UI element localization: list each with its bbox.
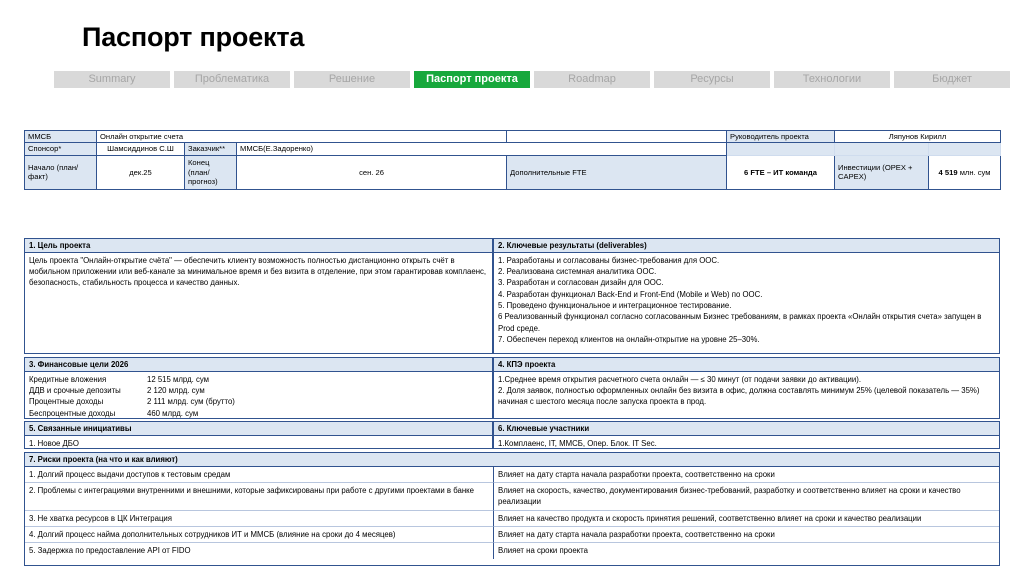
end-label: Конец (план/прогноз) — [185, 155, 237, 189]
financial-name: Кредитные вложения — [29, 374, 107, 384]
fte-label — [507, 155, 727, 189]
tab-reshenie[interactable]: Решение — [294, 71, 410, 88]
risk-impact: Влияет на качество продукта и скорость принятия решений, соответственно влияет на сроки и качество реализации — [494, 511, 999, 527]
tab-byudzhet[interactable]: Бюджет — [894, 71, 1010, 88]
deliverable-item: 4. Разработан функционал Back-End и Front-End (Mobile и Web) по ООС. — [498, 289, 763, 299]
tab-strip — [54, 71, 1010, 88]
row2-blank-3 — [929, 143, 1001, 155]
risk-impact: Влияет на сроки проекта — [498, 546, 589, 556]
financial-row — [29, 396, 488, 407]
investment-amount: 4 519 — [938, 167, 958, 177]
header-row-1 — [25, 131, 1001, 143]
tab-resursy[interactable]: Ресурсы — [654, 71, 770, 88]
section-goal-title: 1. Цель проекта — [25, 239, 492, 253]
deliverable-item: 3. Разработан и согласован дизайн для ООС. — [498, 278, 664, 288]
investment-value — [929, 155, 1001, 189]
section-risks-title: 7. Риски проекта (на что и как влияют) — [25, 453, 999, 467]
risk-description: 4. Долгий процесс найма дополнительных сотрудников ИТ и ММСБ (влияние на сроки до 4 месяцев) — [25, 527, 494, 543]
sponsor-value: Шамсиддинов С.Ш — [97, 143, 185, 155]
section-kpi-title: 4. КПЭ проекта — [494, 358, 999, 372]
risk-impact: Влияет на скорость, качество, документирования бизнес-требований, разработку и соответственно влияет на сроки и качество реализации — [494, 483, 999, 511]
header-row-3 — [25, 155, 1001, 189]
section-goal — [24, 238, 493, 354]
customer-label: Заказчик** — [185, 143, 237, 155]
sponsor-label: Спонсор* — [25, 143, 97, 155]
section-kpi-body — [494, 372, 999, 410]
customer-value: ММСБ(Е.Задоренко) — [237, 143, 727, 155]
investment-label: Инвестиции (OPEX + CAPEX) — [835, 155, 929, 189]
kpi-item: 1.Среднее время открытия расчетного счета онлайн — ≤ 30 минут (от подачи заявки до активации). — [498, 374, 862, 384]
header-row-2 — [25, 143, 1001, 155]
section-participants — [493, 421, 1000, 449]
risk-description: 5. Задержка по предоставление API от FIDO — [25, 543, 494, 558]
financial-name: ДДВ и срочные депозиты — [29, 386, 121, 396]
project-name-value: Онлайн открытие счета — [97, 131, 507, 143]
kpi-item: 2. Доля заявок, полностью оформленных онлайн без визита в офис, должна составлять минимум 25% (целевой показатель — 35%) начиная с шестого месяца после запуска проекта в прод. — [498, 386, 980, 407]
section-initiatives-title: 5. Связанные инициативы — [25, 422, 492, 436]
manager-label: Руководитель проекта — [727, 131, 835, 143]
section-kpi — [493, 357, 1000, 419]
section-deliverables-body — [494, 253, 999, 347]
risk-description: 2. Проблемы с интеграциями внутренними и внешними, которые зафиксированы при работе с другими проектами в банке — [25, 483, 494, 511]
tab-roadmap[interactable]: Roadmap — [534, 71, 650, 88]
section-initiatives-body — [25, 436, 492, 451]
participant-item: 1.Комплаенс, IT, ММСБ, Опер. Блок. IT Sec. — [498, 438, 657, 448]
unit-label: ММСБ — [25, 131, 97, 143]
financial-value: 2 111 млрд. сум (брутто) — [147, 397, 235, 407]
deliverable-item: 2. Реализована системная аналитика ООС. — [498, 267, 657, 277]
end-value: сен. 26 — [237, 155, 507, 189]
section-deliverables-title: 2. Ключевые результаты (deliverables) — [494, 239, 999, 253]
start-label: Начало (план/факт) — [25, 155, 97, 189]
section-deliverables — [493, 238, 1000, 354]
section-participants-body — [494, 436, 999, 451]
section-goal-body — [25, 253, 492, 291]
initiative-item: 1. Новое ДБО — [29, 438, 79, 448]
project-header-table — [24, 130, 1001, 190]
financial-value: 460 млрд. сум — [147, 408, 199, 418]
section-risks — [24, 452, 1000, 566]
investment-unit: млн. сум — [959, 167, 991, 177]
financial-row — [29, 374, 488, 385]
section-financial-title: 3. Финансовые цели 2026 — [25, 358, 492, 372]
row1-spacer — [507, 131, 727, 143]
financial-name: Процентные доходы — [29, 397, 104, 407]
row2-blank-1 — [727, 143, 835, 155]
manager-value: Ляпунов Кирилл — [835, 131, 1001, 143]
goal-text: Цель проекта "Онлайн-открытие счёта" — обеспечить клиенту возможность полностью дистанционно открыть счёт в мобильном приложении или веб-канале за минимальное время и без визита в отделение, при этом гарантировав комплаенс, безопасность, стабильность процесса и качество данных. — [29, 255, 487, 288]
deliverable-item: 7. Обеспечен переход клиентов на онлайн-открытие на уровне 25–30%. — [498, 334, 760, 344]
section-initiatives — [24, 421, 493, 449]
fte-label-text: Дополнительные FTE — [510, 167, 587, 177]
deliverable-item: 6 Реализованный функционал согласно согласованным Бизнес требованиям, в рамках проекта «Онлайн открытия счета» запущен в Prod среде. — [498, 312, 982, 333]
start-value: дек.25 — [97, 155, 185, 189]
tab-summary[interactable]: Summary — [54, 71, 170, 88]
section-financial-body — [25, 372, 492, 421]
financial-row — [29, 385, 488, 396]
financial-value: 2 120 млрд. сум — [147, 386, 205, 396]
risk-impact: Влияет на дату старта начала разработки проекта, соответственно на сроки — [494, 527, 999, 543]
deliverable-item: 5. Проведено функциональное и интеграционное тестирование. — [498, 300, 732, 310]
fte-value: 6 FTE – ИТ команда — [727, 155, 835, 189]
tab-pasport-proekta[interactable]: Паспорт проекта — [414, 71, 530, 88]
risk-description: 3. Не хватка ресурсов в ЦК Интеграция — [25, 511, 494, 527]
financial-value: 12 515 млрд. сум — [147, 374, 210, 384]
risks-grid — [25, 467, 999, 559]
tab-problematika[interactable]: Проблематика — [174, 71, 290, 88]
section-participants-title: 6. Ключевые участники — [494, 422, 999, 436]
deliverable-item: 1. Разработаны и согласованы бизнес-требования для ООС. — [498, 255, 720, 265]
page-title: Паспорт проекта — [82, 22, 305, 52]
row2-blank-2 — [835, 143, 929, 155]
risk-impact: Влияет на дату старта начала разработки проекта, соответственно на сроки — [494, 467, 999, 483]
section-financial — [24, 357, 493, 419]
risk-description: 1. Долгий процесс выдачи доступов к тестовым средам — [25, 467, 494, 483]
financial-name: Беспроцентные доходы — [29, 408, 116, 418]
tab-tehnologii[interactable]: Технологии — [774, 71, 890, 88]
financial-row — [29, 408, 488, 419]
